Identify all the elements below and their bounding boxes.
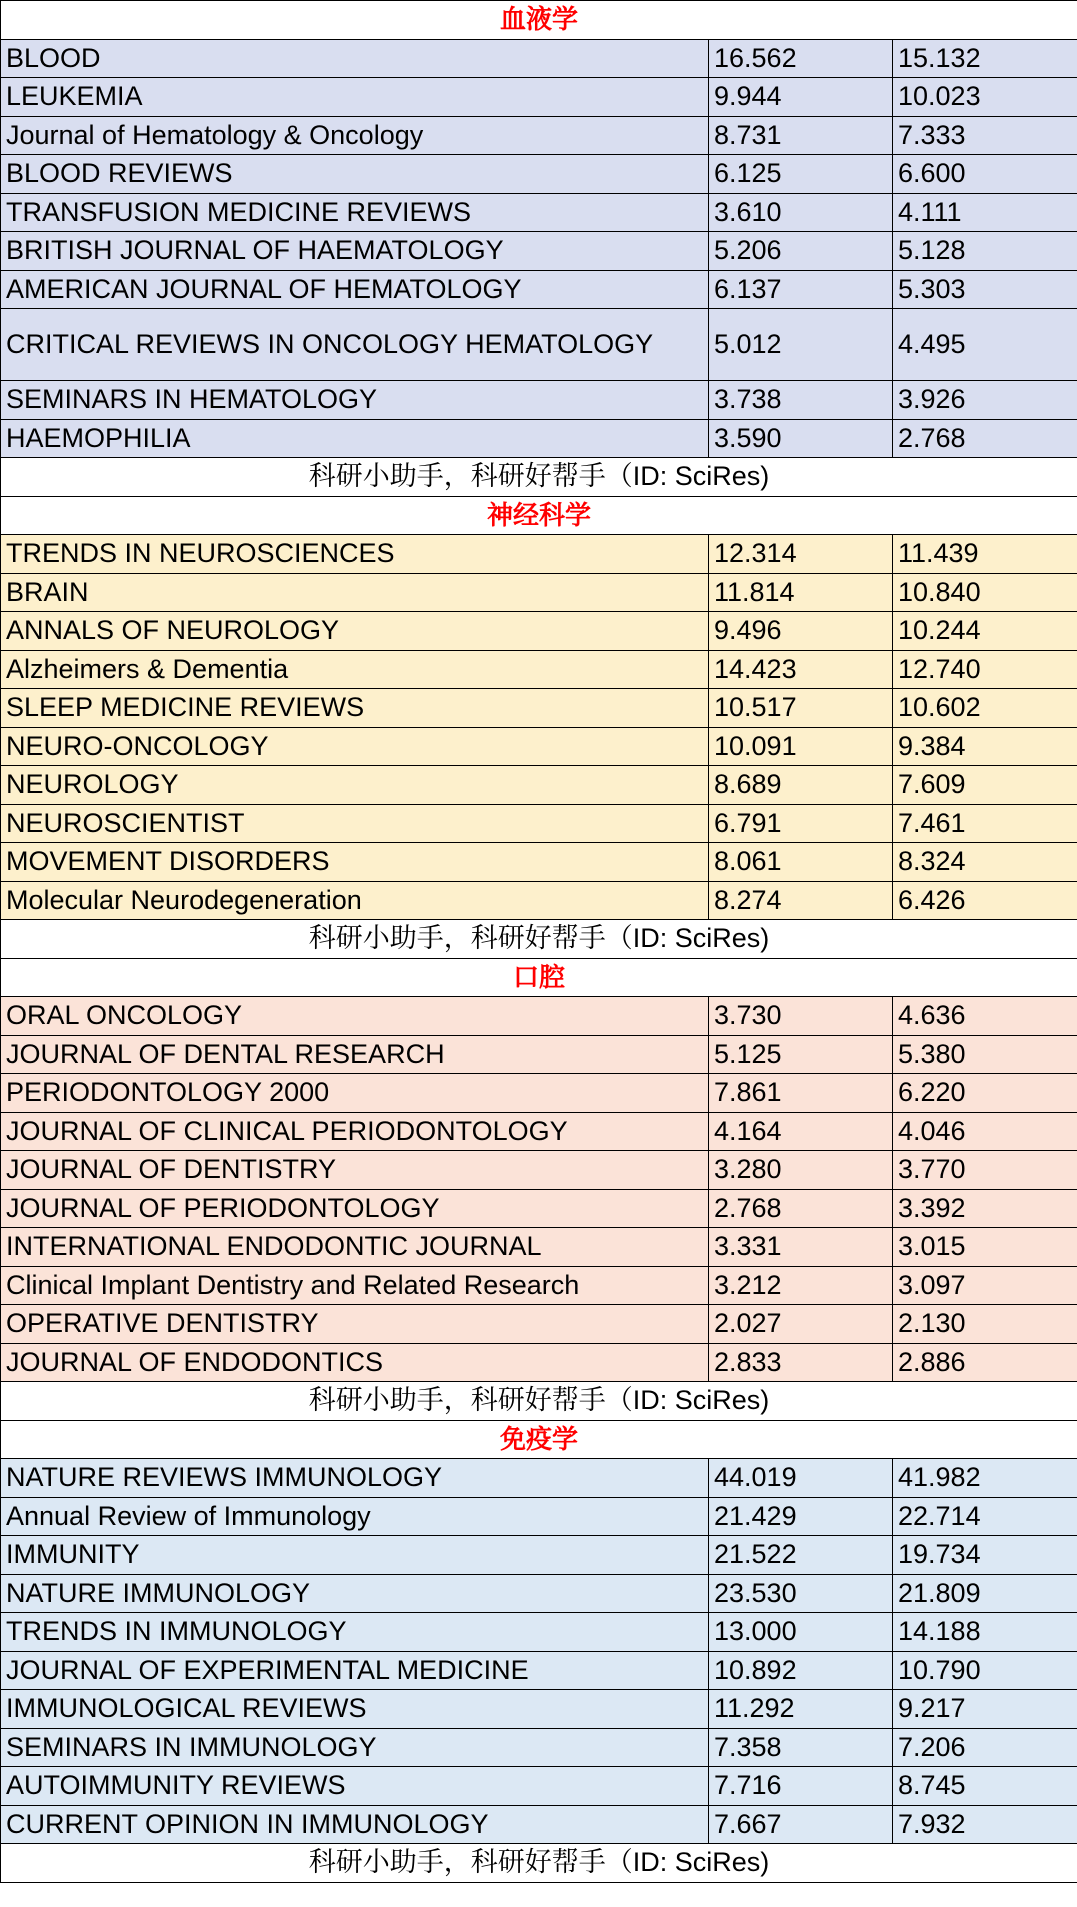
journal-name-cell: AUTOIMMUNITY REVIEWS bbox=[1, 1767, 709, 1806]
impact-value-2-cell: 10.790 bbox=[893, 1651, 1077, 1690]
journal-row bbox=[1, 1651, 1077, 1690]
impact-value-2-cell: 8.324 bbox=[893, 843, 1077, 882]
impact-value-2-cell: 7.333 bbox=[893, 116, 1077, 155]
journal-name-cell: CURRENT OPINION IN IMMUNOLOGY bbox=[1, 1805, 709, 1844]
section-title-row bbox=[1, 496, 1077, 535]
journal-name-cell: NEURO-ONCOLOGY bbox=[1, 727, 709, 766]
section-footer-row bbox=[1, 920, 1077, 959]
impact-value-1-cell: 44.019 bbox=[709, 1459, 893, 1498]
journal-name-cell: ANNALS OF NEUROLOGY bbox=[1, 612, 709, 651]
impact-value-1-cell: 21.522 bbox=[709, 1536, 893, 1575]
impact-value-2-cell: 10.840 bbox=[893, 573, 1077, 612]
journal-row bbox=[1, 155, 1077, 194]
journal-name-cell: PERIODONTOLOGY 2000 bbox=[1, 1074, 709, 1113]
section-title: 神经科学 bbox=[1, 496, 1077, 535]
journal-name-cell: AMERICAN JOURNAL OF HEMATOLOGY bbox=[1, 270, 709, 309]
journal-row bbox=[1, 419, 1077, 458]
impact-value-1-cell: 23.530 bbox=[709, 1574, 893, 1613]
impact-value-2-cell: 7.461 bbox=[893, 804, 1077, 843]
impact-value-1-cell: 21.429 bbox=[709, 1497, 893, 1536]
journal-name-cell: JOURNAL OF DENTISTRY bbox=[1, 1151, 709, 1190]
impact-value-2-cell: 10.023 bbox=[893, 78, 1077, 117]
section-title: 口腔 bbox=[1, 958, 1077, 997]
journal-name-cell: Journal of Hematology & Oncology bbox=[1, 116, 709, 155]
journal-name-cell: Molecular Neurodegeneration bbox=[1, 881, 709, 920]
impact-value-1-cell: 3.280 bbox=[709, 1151, 893, 1190]
section-title: 血液学 bbox=[1, 1, 1077, 40]
section-footer: 科研小助手，科研好帮手（ID: SciRes) bbox=[1, 458, 1077, 497]
impact-value-2-cell: 3.926 bbox=[893, 381, 1077, 420]
journal-row bbox=[1, 1536, 1077, 1575]
journal-row bbox=[1, 1305, 1077, 1344]
impact-value-2-cell: 4.046 bbox=[893, 1112, 1077, 1151]
section-footer-row bbox=[1, 458, 1077, 497]
impact-value-1-cell: 6.791 bbox=[709, 804, 893, 843]
journal-row bbox=[1, 612, 1077, 651]
journal-name-cell: NEUROLOGY bbox=[1, 766, 709, 805]
journal-table-body bbox=[1, 1, 1077, 1883]
journal-row bbox=[1, 1189, 1077, 1228]
impact-value-2-cell: 6.426 bbox=[893, 881, 1077, 920]
impact-value-1-cell: 3.730 bbox=[709, 997, 893, 1036]
journal-name-cell: TRENDS IN NEUROSCIENCES bbox=[1, 535, 709, 574]
impact-value-2-cell: 4.495 bbox=[893, 309, 1077, 381]
journal-row bbox=[1, 1228, 1077, 1267]
impact-value-1-cell: 3.212 bbox=[709, 1266, 893, 1305]
section-title: 免疫学 bbox=[1, 1420, 1077, 1459]
journal-name-cell: NATURE REVIEWS IMMUNOLOGY bbox=[1, 1459, 709, 1498]
impact-value-2-cell: 6.220 bbox=[893, 1074, 1077, 1113]
section-title-row bbox=[1, 1, 1077, 40]
impact-value-1-cell: 3.738 bbox=[709, 381, 893, 420]
journal-row bbox=[1, 650, 1077, 689]
journal-row bbox=[1, 381, 1077, 420]
impact-value-1-cell: 8.274 bbox=[709, 881, 893, 920]
journal-row bbox=[1, 1574, 1077, 1613]
impact-value-1-cell: 13.000 bbox=[709, 1613, 893, 1652]
impact-value-1-cell: 9.496 bbox=[709, 612, 893, 651]
journal-row bbox=[1, 116, 1077, 155]
impact-value-2-cell: 5.128 bbox=[893, 232, 1077, 271]
journal-name-cell: JOURNAL OF EXPERIMENTAL MEDICINE bbox=[1, 1651, 709, 1690]
impact-value-1-cell: 2.768 bbox=[709, 1189, 893, 1228]
journal-name-cell: INTERNATIONAL ENDODONTIC JOURNAL bbox=[1, 1228, 709, 1267]
impact-value-1-cell: 9.944 bbox=[709, 78, 893, 117]
journal-row bbox=[1, 78, 1077, 117]
journal-name-cell: JOURNAL OF DENTAL RESEARCH bbox=[1, 1035, 709, 1074]
impact-value-2-cell: 2.130 bbox=[893, 1305, 1077, 1344]
section-title-row bbox=[1, 958, 1077, 997]
journal-row bbox=[1, 1767, 1077, 1806]
journal-name-cell: LEUKEMIA bbox=[1, 78, 709, 117]
impact-value-2-cell: 21.809 bbox=[893, 1574, 1077, 1613]
journal-row bbox=[1, 1728, 1077, 1767]
impact-value-1-cell: 7.667 bbox=[709, 1805, 893, 1844]
journal-name-cell: Alzheimers & Dementia bbox=[1, 650, 709, 689]
journal-row bbox=[1, 1613, 1077, 1652]
impact-value-1-cell: 3.590 bbox=[709, 419, 893, 458]
journal-name-cell: SEMINARS IN HEMATOLOGY bbox=[1, 381, 709, 420]
impact-value-1-cell: 11.292 bbox=[709, 1690, 893, 1729]
impact-value-1-cell: 5.125 bbox=[709, 1035, 893, 1074]
impact-value-2-cell: 5.380 bbox=[893, 1035, 1077, 1074]
journal-name-cell: SLEEP MEDICINE REVIEWS bbox=[1, 689, 709, 728]
journal-row bbox=[1, 1112, 1077, 1151]
impact-value-1-cell: 8.731 bbox=[709, 116, 893, 155]
impact-value-1-cell: 14.423 bbox=[709, 650, 893, 689]
journal-row bbox=[1, 193, 1077, 232]
journal-name-cell: BLOOD bbox=[1, 39, 709, 78]
impact-value-2-cell: 10.244 bbox=[893, 612, 1077, 651]
section-title-row bbox=[1, 1420, 1077, 1459]
journal-name-cell: JOURNAL OF ENDODONTICS bbox=[1, 1343, 709, 1382]
journal-row bbox=[1, 727, 1077, 766]
journal-name-cell: MOVEMENT DISORDERS bbox=[1, 843, 709, 882]
journal-row bbox=[1, 997, 1077, 1036]
impact-value-1-cell: 2.027 bbox=[709, 1305, 893, 1344]
journal-row bbox=[1, 1690, 1077, 1729]
section-footer: 科研小助手，科研好帮手（ID: SciRes) bbox=[1, 1382, 1077, 1421]
journal-name-cell: BRAIN bbox=[1, 573, 709, 612]
journal-name-cell: Clinical Implant Dentistry and Related Research bbox=[1, 1266, 709, 1305]
journal-row bbox=[1, 232, 1077, 271]
impact-value-2-cell: 12.740 bbox=[893, 650, 1077, 689]
journal-name-cell: TRENDS IN IMMUNOLOGY bbox=[1, 1613, 709, 1652]
impact-value-2-cell: 11.439 bbox=[893, 535, 1077, 574]
impact-value-1-cell: 10.517 bbox=[709, 689, 893, 728]
impact-value-1-cell: 7.358 bbox=[709, 1728, 893, 1767]
journal-row bbox=[1, 689, 1077, 728]
impact-value-2-cell: 7.206 bbox=[893, 1728, 1077, 1767]
journal-row bbox=[1, 1805, 1077, 1844]
impact-value-1-cell: 8.689 bbox=[709, 766, 893, 805]
journal-row bbox=[1, 1035, 1077, 1074]
journal-name-cell: IMMUNITY bbox=[1, 1536, 709, 1575]
journal-name-cell: HAEMOPHILIA bbox=[1, 419, 709, 458]
journal-row bbox=[1, 1266, 1077, 1305]
journal-row bbox=[1, 309, 1077, 381]
impact-value-2-cell: 22.714 bbox=[893, 1497, 1077, 1536]
section-footer-row bbox=[1, 1844, 1077, 1883]
journal-row bbox=[1, 804, 1077, 843]
impact-value-2-cell: 6.600 bbox=[893, 155, 1077, 194]
impact-value-1-cell: 7.716 bbox=[709, 1767, 893, 1806]
journal-name-cell: ORAL ONCOLOGY bbox=[1, 997, 709, 1036]
section-footer: 科研小助手，科研好帮手（ID: SciRes) bbox=[1, 1844, 1077, 1883]
impact-value-2-cell: 3.392 bbox=[893, 1189, 1077, 1228]
impact-value-2-cell: 10.602 bbox=[893, 689, 1077, 728]
journal-name-cell: TRANSFUSION MEDICINE REVIEWS bbox=[1, 193, 709, 232]
impact-value-1-cell: 10.892 bbox=[709, 1651, 893, 1690]
impact-value-2-cell: 14.188 bbox=[893, 1613, 1077, 1652]
journal-row bbox=[1, 39, 1077, 78]
journal-row bbox=[1, 1459, 1077, 1498]
impact-value-2-cell: 9.217 bbox=[893, 1690, 1077, 1729]
impact-value-1-cell: 7.861 bbox=[709, 1074, 893, 1113]
impact-value-2-cell: 2.768 bbox=[893, 419, 1077, 458]
impact-value-1-cell: 6.137 bbox=[709, 270, 893, 309]
journal-row bbox=[1, 1151, 1077, 1190]
journal-row bbox=[1, 1343, 1077, 1382]
impact-value-2-cell: 7.609 bbox=[893, 766, 1077, 805]
impact-value-2-cell: 19.734 bbox=[893, 1536, 1077, 1575]
journal-name-cell: NATURE IMMUNOLOGY bbox=[1, 1574, 709, 1613]
impact-value-1-cell: 11.814 bbox=[709, 573, 893, 612]
journal-row bbox=[1, 535, 1077, 574]
journal-name-cell: Annual Review of Immunology bbox=[1, 1497, 709, 1536]
journal-row bbox=[1, 1074, 1077, 1113]
journal-row bbox=[1, 881, 1077, 920]
journal-name-cell: IMMUNOLOGICAL REVIEWS bbox=[1, 1690, 709, 1729]
journal-row bbox=[1, 573, 1077, 612]
impact-value-1-cell: 12.314 bbox=[709, 535, 893, 574]
impact-value-2-cell: 41.982 bbox=[893, 1459, 1077, 1498]
impact-value-2-cell: 15.132 bbox=[893, 39, 1077, 78]
journal-name-cell: JOURNAL OF CLINICAL PERIODONTOLOGY bbox=[1, 1112, 709, 1151]
journal-name-cell: BLOOD REVIEWS bbox=[1, 155, 709, 194]
impact-value-1-cell: 3.331 bbox=[709, 1228, 893, 1267]
impact-value-2-cell: 5.303 bbox=[893, 270, 1077, 309]
impact-value-2-cell: 3.015 bbox=[893, 1228, 1077, 1267]
journal-name-cell: CRITICAL REVIEWS IN ONCOLOGY HEMATOLOGY bbox=[1, 309, 709, 381]
impact-value-2-cell: 4.636 bbox=[893, 997, 1077, 1036]
impact-value-2-cell: 2.886 bbox=[893, 1343, 1077, 1382]
impact-value-1-cell: 5.206 bbox=[709, 232, 893, 271]
journal-name-cell: NEUROSCIENTIST bbox=[1, 804, 709, 843]
impact-value-2-cell: 8.745 bbox=[893, 1767, 1077, 1806]
section-footer-row bbox=[1, 1382, 1077, 1421]
impact-value-1-cell: 2.833 bbox=[709, 1343, 893, 1382]
journal-name-cell: BRITISH JOURNAL OF HAEMATOLOGY bbox=[1, 232, 709, 271]
impact-value-1-cell: 8.061 bbox=[709, 843, 893, 882]
journal-name-cell: OPERATIVE DENTISTRY bbox=[1, 1305, 709, 1344]
impact-value-2-cell: 9.384 bbox=[893, 727, 1077, 766]
journal-row bbox=[1, 843, 1077, 882]
impact-value-1-cell: 5.012 bbox=[709, 309, 893, 381]
impact-value-1-cell: 6.125 bbox=[709, 155, 893, 194]
impact-value-2-cell: 4.111 bbox=[893, 193, 1077, 232]
journal-row bbox=[1, 270, 1077, 309]
impact-value-2-cell: 7.932 bbox=[893, 1805, 1077, 1844]
journal-name-cell: SEMINARS IN IMMUNOLOGY bbox=[1, 1728, 709, 1767]
impact-value-1-cell: 3.610 bbox=[709, 193, 893, 232]
impact-value-1-cell: 16.562 bbox=[709, 39, 893, 78]
journal-row bbox=[1, 766, 1077, 805]
impact-value-2-cell: 3.097 bbox=[893, 1266, 1077, 1305]
section-footer: 科研小助手，科研好帮手（ID: SciRes) bbox=[1, 920, 1077, 959]
impact-value-1-cell: 10.091 bbox=[709, 727, 893, 766]
impact-value-2-cell: 3.770 bbox=[893, 1151, 1077, 1190]
impact-value-1-cell: 4.164 bbox=[709, 1112, 893, 1151]
journal-name-cell: JOURNAL OF PERIODONTOLOGY bbox=[1, 1189, 709, 1228]
journal-row bbox=[1, 1497, 1077, 1536]
